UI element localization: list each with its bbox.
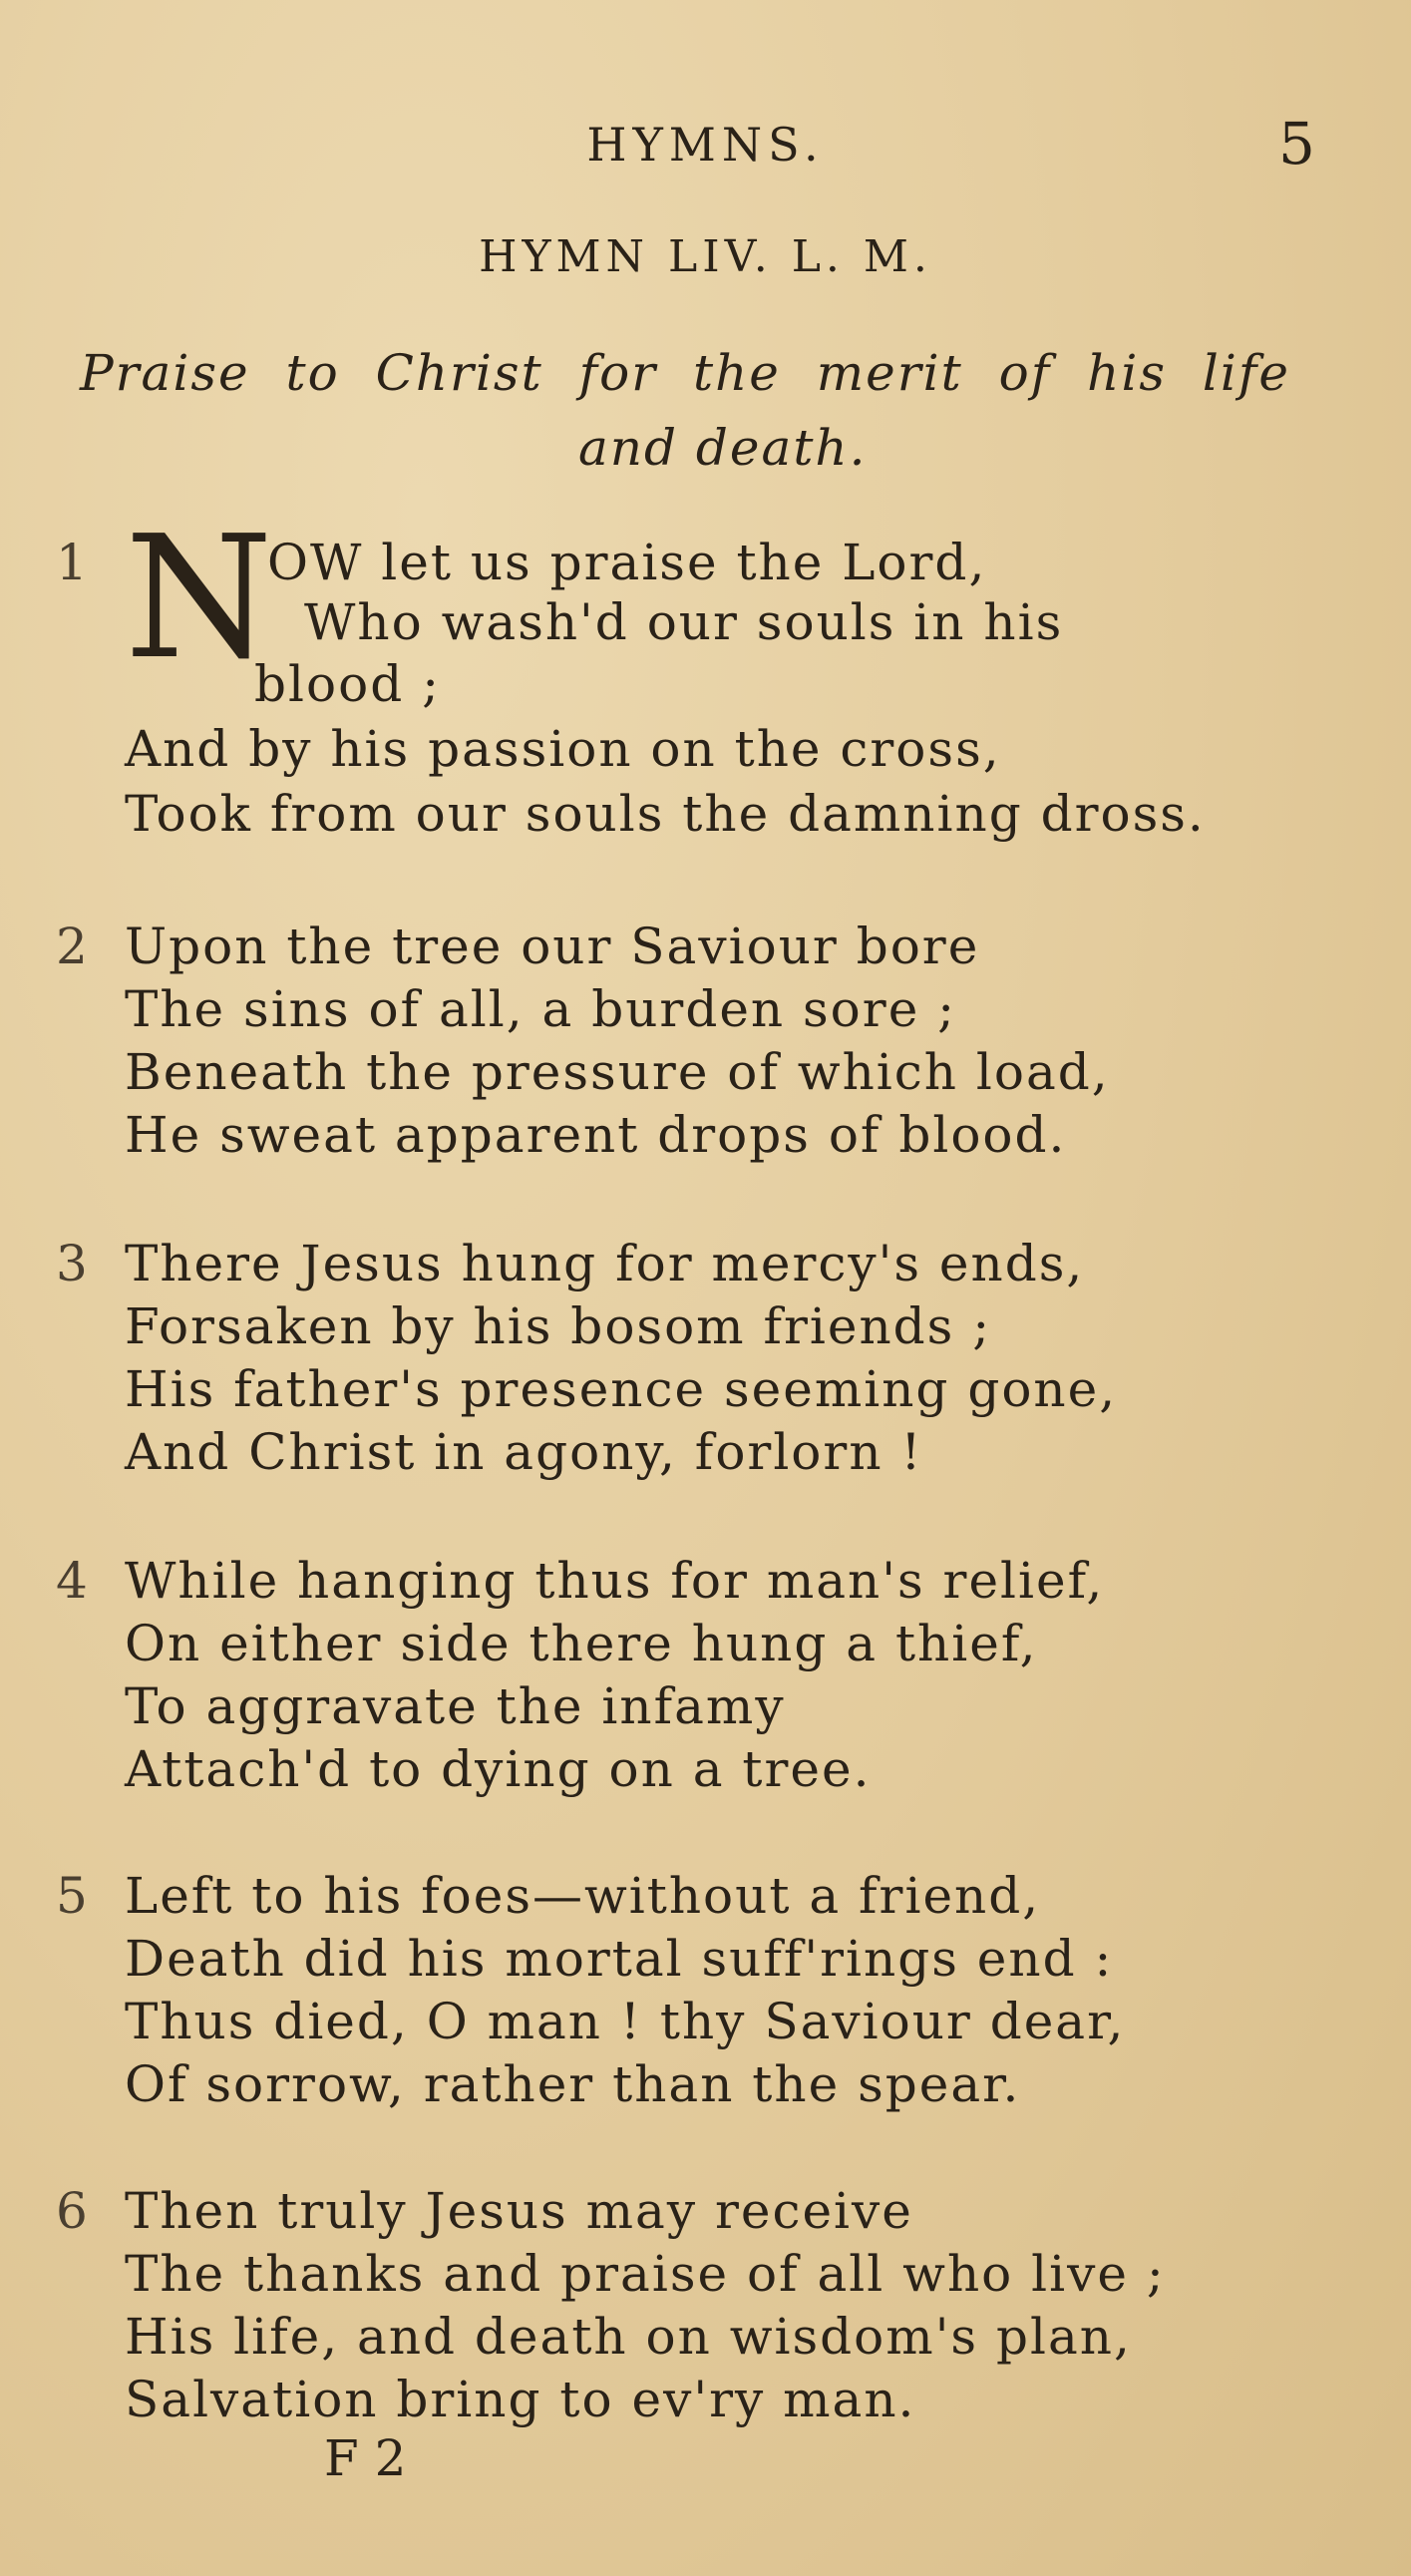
verse-line: OW let us praise the Lord, bbox=[267, 534, 987, 591]
verse-number: 4 bbox=[56, 1552, 88, 1610]
verse-number: 1 bbox=[56, 534, 88, 591]
verse-line: The sins of all, a burden sore ; bbox=[125, 980, 957, 1038]
drop-cap: N bbox=[125, 500, 273, 697]
page-number: 5 bbox=[1278, 110, 1315, 178]
verse-line: While hanging thus for man's relief, bbox=[125, 1552, 1105, 1610]
verse-line: He sweat apparent drops of blood. bbox=[125, 1106, 1067, 1164]
verse-line: Beneath the pressure of which load, bbox=[125, 1043, 1110, 1101]
verse-line: His father's presence seeming gone, bbox=[125, 1360, 1118, 1418]
verse-line: On either side there hung a thief, bbox=[125, 1615, 1038, 1672]
hymn-subtitle-line-1: Praise to Christ for the merit of his life bbox=[80, 344, 1290, 402]
verse-line: Took from our souls the damning dross. bbox=[125, 785, 1206, 843]
verse-line: Upon the tree our Saviour bore bbox=[125, 918, 980, 975]
verse-line: Who wash'd our souls in his bbox=[304, 593, 1064, 651]
verse-line: Death did his mortal suff'rings end : bbox=[125, 1930, 1114, 1988]
verse-number: 2 bbox=[56, 918, 88, 975]
verse-line: Left to his foes—without a friend, bbox=[125, 1867, 1041, 1925]
verse-line: Thus died, O man ! thy Saviour dear, bbox=[125, 1993, 1126, 2050]
verse-number: 5 bbox=[56, 1867, 88, 1925]
verse-line: Salvation bring to ev'ry man. bbox=[125, 2371, 916, 2428]
verse-line: To aggravate the infamy bbox=[125, 1677, 786, 1735]
verse-line: The thanks and praise of all who live ; bbox=[125, 2245, 1166, 2303]
verse-line: And by his passion on the cross, bbox=[125, 720, 1001, 778]
running-head: HYMNS. bbox=[586, 118, 825, 172]
verse-line: Attach'd to dying on a tree. bbox=[125, 1740, 872, 1798]
hymn-title: HYMN LIV. L. M. bbox=[479, 231, 932, 282]
signature-mark: F 2 bbox=[324, 2429, 407, 2487]
verse-line: His life, and death on wisdom's plan, bbox=[125, 2308, 1132, 2366]
verse-line: Then truly Jesus may receive bbox=[125, 2182, 913, 2240]
verse-line: And Christ in agony, forlorn ! bbox=[125, 1423, 923, 1481]
verse-number: 3 bbox=[56, 1235, 88, 1292]
verse-number: 6 bbox=[56, 2182, 88, 2240]
verse-line: blood ; bbox=[254, 655, 441, 713]
hymn-subtitle-line-2: and death. bbox=[578, 419, 868, 477]
verse-line: Forsaken by his bosom friends ; bbox=[125, 1297, 992, 1355]
verse-line: There Jesus hung for mercy's ends, bbox=[125, 1235, 1085, 1292]
verse-line: Of sorrow, rather than the spear. bbox=[125, 2055, 1021, 2113]
